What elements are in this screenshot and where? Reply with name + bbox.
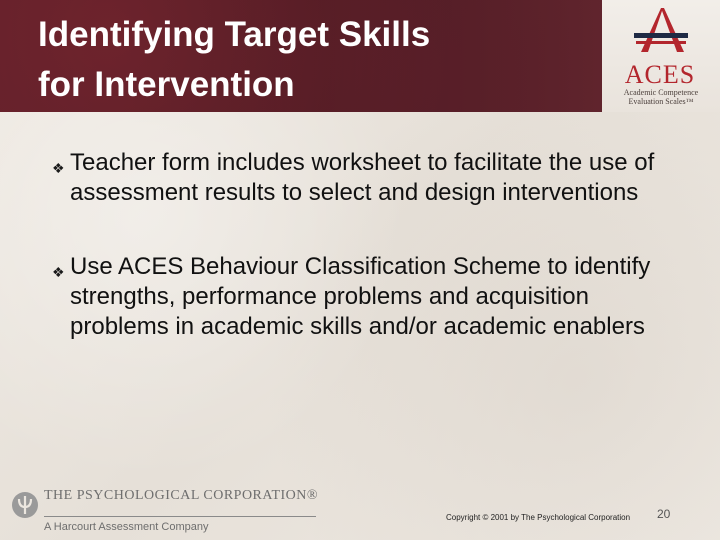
publisher-name: THE PSYCHOLOGICAL CORPORATION® <box>44 488 319 503</box>
bullet-text: Teacher form includes worksheet to facilitate the use of assessment results to select and design interventions <box>70 149 655 206</box>
bullet-marker-icon: ❖ <box>52 264 65 280</box>
bullet-item <box>52 252 672 342</box>
title-line-2: for Intervention <box>38 65 295 104</box>
publisher-divider <box>44 516 316 517</box>
copyright-notice: Copyright © 2001 by The Psychological Corporation <box>446 513 631 522</box>
page-number: 20 <box>657 507 671 521</box>
aces-subtitle-line-2: Evaluation Scales™ <box>628 97 694 106</box>
psi-icon <box>10 490 40 520</box>
publisher-tagline: A Harcourt Assessment Company <box>44 521 209 533</box>
title-banner <box>0 0 720 112</box>
aces-subtitle <box>610 88 712 106</box>
aces-logo <box>602 0 720 112</box>
bullet-text: Use ACES Behaviour Classification Scheme to identify strengths, performance problems and acquisition problems in academic skills and/or academic enablers <box>70 253 651 340</box>
aces-wordmark: ACES <box>624 60 696 89</box>
aces-a-icon <box>628 6 694 54</box>
slide-title <box>38 10 598 110</box>
bullet-item <box>52 148 672 208</box>
title-line-1: Identifying Target Skills <box>38 15 431 54</box>
bullet-list <box>52 148 672 386</box>
aces-subtitle-line-1: Academic Competence <box>623 88 699 97</box>
bullet-marker-icon: ❖ <box>52 160 65 176</box>
